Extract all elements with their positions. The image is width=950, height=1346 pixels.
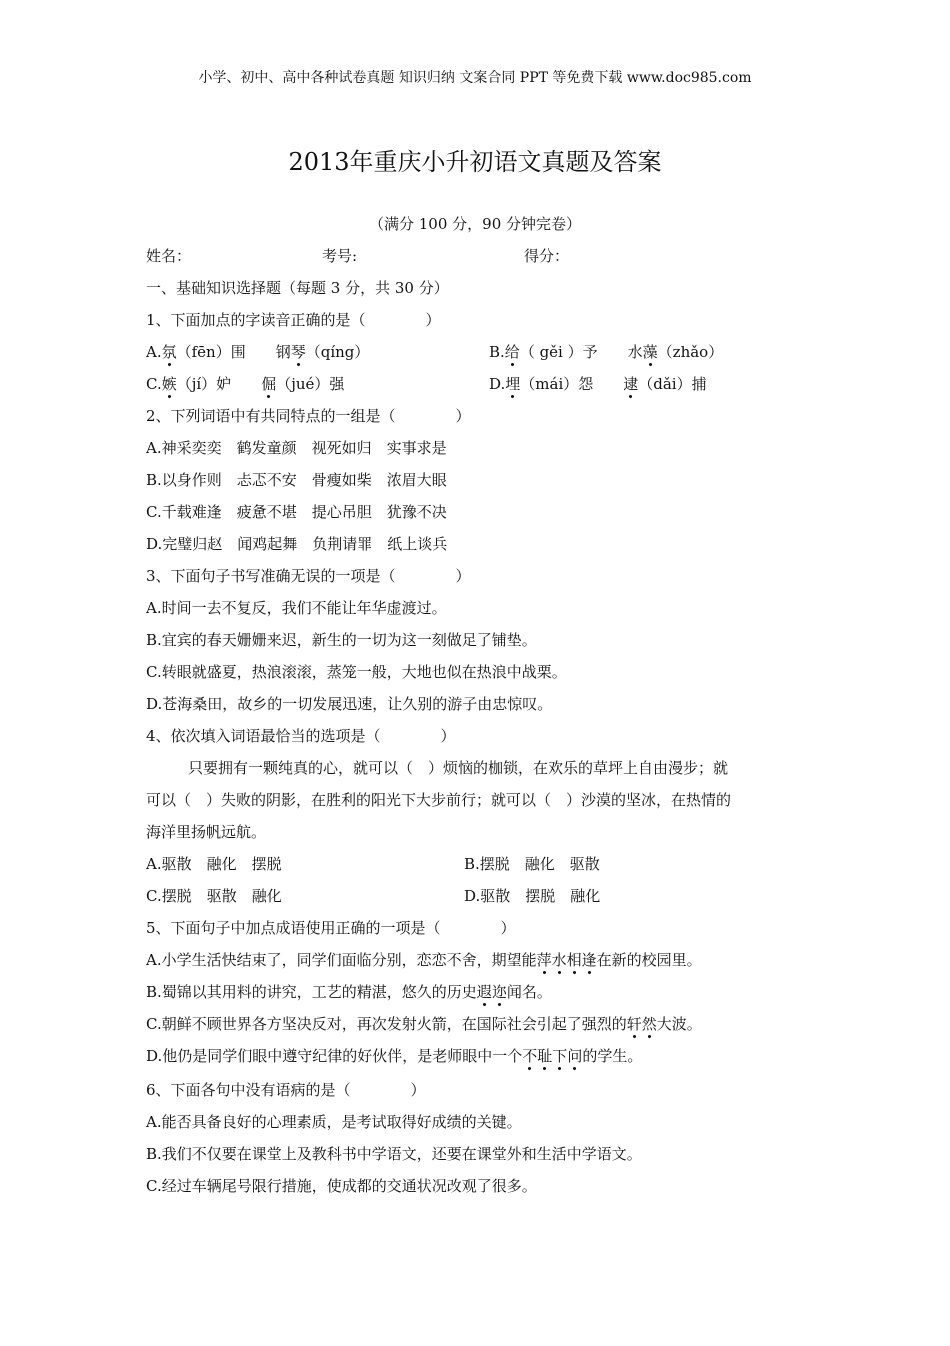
q2-option-c: C.千载难逢 疲惫不堪 提心吊胆 犹豫不决 — [146, 503, 447, 521]
q1-option-d — [489, 374, 707, 394]
dotted-char: 问 — [567, 1047, 583, 1065]
sentence-text: 大波。 — [656, 1015, 702, 1033]
option-label: C. — [146, 375, 162, 393]
sentence-text: A.小学生活快结束了，同学们面临分别，恋恋不舍，期望能 — [146, 951, 537, 969]
q3-option-d: D.苍海桑田，故乡的一切发展迅速，让久别的游子由忠惊叹。 — [146, 695, 553, 713]
q3-stem: 3、下面句子书写准确无误的一项是（ ） — [146, 567, 471, 585]
dotted-char: 藻 — [642, 343, 658, 361]
q1-stem: 1、下面加点的字读音正确的是（ ） — [146, 311, 441, 329]
name-label: 姓名： — [146, 247, 192, 265]
q4-option-c: C.摆脱 驱散 融化 — [146, 887, 282, 905]
q1-option-c — [146, 374, 344, 394]
dotted-char: 轩 — [626, 1015, 642, 1033]
sentence-text: 的学生。 — [582, 1047, 643, 1065]
exam-number-label: 考号: — [322, 247, 358, 265]
sentence-text: C.朝鲜不顾世界各方坚决反对，再次发射火箭，在国际社会引起了强烈的 — [146, 1015, 627, 1033]
q5-stem: 5、下面句子中加点成语使用正确的一项是（ ） — [146, 919, 516, 937]
q5-option-b — [146, 982, 552, 1002]
sentence-text: D.他仍是同学们眼中遵守纪律的好伙伴，是老师眼中一个 — [146, 1047, 523, 1065]
pinyin-text: （ gěi ）予 — [519, 343, 598, 361]
word-prefix: 水 — [627, 343, 643, 361]
q2-stem: 2、下列词语中有共同特点的一组是（ ） — [146, 407, 471, 425]
pinyin-text: （mái）怨 — [520, 375, 594, 393]
q4-option-b: B.摆脱 融化 驱散 — [464, 855, 600, 873]
option-label: B. — [489, 343, 505, 361]
q5-option-a — [146, 950, 702, 970]
pinyin-text: （dǎi）捕 — [638, 375, 707, 393]
q2-option-b: B.以身作则 忐忑不安 骨瘦如柴 浓眉大眼 — [146, 471, 447, 489]
q4-passage-line-2: 可以（ ）失败的阴影，在胜利的阳光下大步前行；就可以（ ）沙漠的坚冰，在热情的 — [146, 791, 732, 809]
q5-option-c — [146, 1014, 702, 1034]
dotted-char: 逢 — [581, 951, 597, 969]
dotted-char: 倔 — [261, 375, 277, 393]
dotted-char: 相 — [566, 951, 582, 969]
q4-stem: 4、依次填入词语最恰当的选项是（ ） — [146, 727, 456, 745]
q3-option-c: C.转眼就盛夏，热浪滚滚，蒸笼一般，大地也似在热浪中战栗。 — [146, 663, 567, 681]
dotted-char: 迩 — [491, 983, 507, 1001]
q4-passage-line-3: 海洋里扬帆远航。 — [146, 823, 267, 841]
q3-option-b: B.宜宾的春天姗姗来迟，新生的一切为这一刻做足了铺垫。 — [146, 631, 537, 649]
dotted-char: 氛 — [161, 343, 177, 361]
pinyin-text: （fēn）围 — [176, 343, 246, 361]
q6-option-a: A.能否具备良好的心理素质，是考试取得好成绩的关键。 — [146, 1113, 522, 1131]
q1-option-a — [146, 342, 369, 362]
dotted-char: 萍 — [536, 951, 552, 969]
pinyin-text: （qíng） — [305, 343, 370, 361]
score-label: 得分： — [524, 247, 570, 265]
dotted-char: 嫉 — [161, 375, 177, 393]
q6-stem: 6、下面各句中没有语病的是（ ） — [146, 1081, 426, 1099]
dotted-char: 不 — [522, 1047, 538, 1065]
dotted-char: 下 — [552, 1047, 568, 1065]
exam-subtitle: （满分 100 分，90 分钟完卷） — [368, 215, 582, 233]
option-label: A. — [146, 343, 162, 361]
q1-option-b — [489, 342, 723, 362]
q4-option-d: D.驱散 摆脱 融化 — [464, 887, 601, 905]
dotted-char: 逮 — [623, 375, 639, 393]
sentence-text: B.蜀锦以其用料的讲究，工艺的精湛，悠久的历史 — [146, 983, 477, 1001]
dotted-char: 耻 — [537, 1047, 553, 1065]
pinyin-text: （jué）强 — [276, 375, 345, 393]
dotted-char: 然 — [641, 1015, 657, 1033]
q6-option-c: C.经过车辆尾号限行措施，使成都的交通状况改观了很多。 — [146, 1177, 537, 1195]
q2-option-d: D.完璧归赵 闻鸡起舞 负荆请罪 纸上谈兵 — [146, 535, 448, 553]
dotted-char: 水 — [551, 951, 567, 969]
q5-option-d — [146, 1046, 642, 1066]
page-header-banner: 小学、初中、高中各种试卷真题 知识归纳 文案合同 PPT 等免费下载 www.doc985.com — [198, 70, 752, 86]
exam-title: 2013年重庆小升初语文真题及答案 — [288, 148, 662, 176]
q6-option-b: B.我们不仅要在课堂上及教科书中学语文，还要在课堂外和生活中学语文。 — [146, 1145, 642, 1163]
dotted-char: 给 — [504, 343, 520, 361]
pinyin-text: （zhǎo） — [657, 343, 724, 361]
option-label: D. — [489, 375, 506, 393]
dotted-char: 琴 — [290, 343, 306, 361]
section-heading: 一、基础知识选择题（每题 3 分，共 30 分） — [146, 279, 449, 297]
dotted-char: 埋 — [505, 375, 521, 393]
q4-option-a: A.驱散 融化 摆脱 — [146, 855, 282, 873]
pinyin-text: （jí）妒 — [176, 375, 232, 393]
q3-option-a: A.时间一去不复反，我们不能让年华虚渡过。 — [146, 599, 447, 617]
sentence-text: 闻名。 — [506, 983, 552, 1001]
word-prefix: 钢 — [275, 343, 291, 361]
sentence-text: 在新的校园里。 — [596, 951, 702, 969]
q4-passage-line-1: 只要拥有一颗纯真的心，就可以（ ）烦恼的枷锁，在欢乐的草坪上自由漫步；就 — [188, 759, 729, 777]
dotted-char: 遐 — [476, 983, 492, 1001]
q2-option-a: A.神采奕奕 鹤发童颜 视死如归 实事求是 — [146, 439, 447, 457]
